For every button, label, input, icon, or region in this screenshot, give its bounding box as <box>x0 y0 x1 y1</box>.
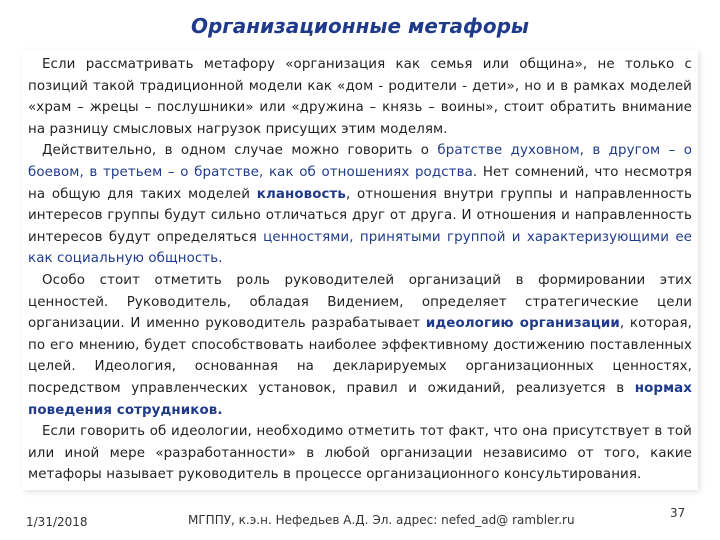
body-text: Действительно, в одном случае можно говорить о <box>42 143 438 159</box>
body-text: Если рассматривать метафору «организация как семья или община», не только с позиций такой традиционной модели как «дом - родители - дети», но и в рамках моделей «храм – жрецы – послушники» или «дружина – князь – воины», стоит обратить внимание на разницу смысловых нагрузок присущих этим моделям. <box>28 57 692 137</box>
highlighted-bold-text: клановость <box>256 186 346 202</box>
highlighted-text: ценностями, принятыми группой и характеризующими ее как социальную общность. <box>28 229 692 267</box>
footer-author: МГППУ, к.э.н. Нефедьев А.Д. Эл. адрес: nefed_ad@ rambler.ru <box>188 513 575 527</box>
body-text: , отношения внутри группы и направленность интересов группы будут сильно отличаться друг от друга. И отношения и направленность интересов будут определяться <box>28 186 693 245</box>
highlighted-text: братстве духовном, в другом – о боевом, в третьем – о братстве, как об отношениях родства <box>28 143 692 180</box>
paragraph-3 <box>28 270 692 421</box>
paragraph-2 <box>28 140 692 270</box>
highlighted-bold-text: нормах поведения сотрудников. <box>28 380 692 418</box>
content-box <box>22 50 698 490</box>
paragraph-4 <box>28 421 692 486</box>
paragraph-1 <box>28 54 692 140</box>
footer-date: 1/31/2018 <box>26 515 88 529</box>
page-number: 37 <box>670 506 686 520</box>
body-text: , которая, по его мнению, будет способствовать наиболее эффективному достижению поставленных целей. Идеология, основанная на декларируемых организационных ценностях, посредством управленческих установок, правил и ожиданий, реализуется в <box>28 316 692 396</box>
slide-title: Организационные метафоры <box>190 14 530 38</box>
body-text: Если говорить об идеологии, необходимо отметить тот факт, что она присутствует в той или иной мере «разработанности» в любой организации независимо от того, какие метафоры называет руководитель в процессе организационного консультирования. <box>28 424 692 483</box>
body-text: Особо стоит отметить роль руководителей организаций в формировании этих ценностей. Руководитель, обладая Видением, определяет стратегические цели организации. И именно руководитель разрабатывает <box>28 272 692 332</box>
body-text: . Нет сомнений, что несмотря на общую для таких моделей <box>28 164 692 202</box>
highlighted-bold-text: идеологию организации <box>425 316 620 332</box>
